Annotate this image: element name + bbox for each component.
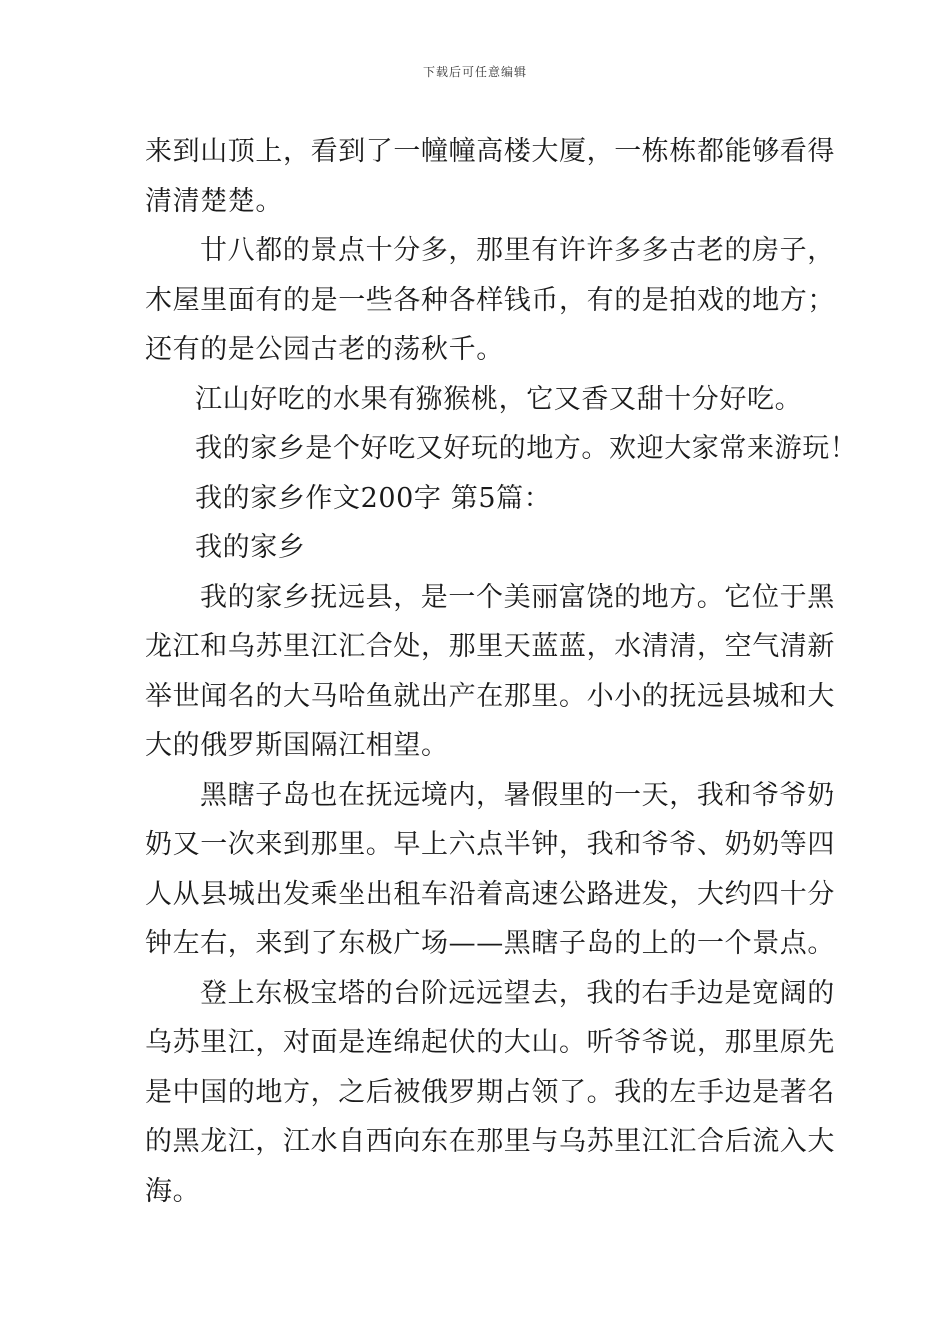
- text-line: 人从县城出发乘坐出租车沿着高速公路进发，大约四十分: [145, 878, 835, 910]
- paragraph-start-line: 我的家乡抚远县，是一个美丽富饶的地方。它位于黑: [200, 581, 835, 613]
- text-line: 举世闻名的大马哈鱼就出产在那里。小小的抚远县城和大: [145, 680, 835, 712]
- text-line: 木屋里面有的是一些各种各样钱币，有的是拍戏的地方；: [145, 284, 835, 316]
- paragraph-start-line: 黑瞎子岛也在抚远境内，暑假里的一天，我和爷爷奶: [200, 779, 835, 811]
- page-header: 下载后可任意编辑: [422, 65, 527, 79]
- text-line: 海。: [145, 1175, 201, 1207]
- document-body: [145, 127, 858, 1216]
- text-line: 的黑龙江，江水自西向东在那里与乌苏里江汇合后流入大: [145, 1126, 835, 1157]
- paragraph-start-line: 廿八都的景点十分多，那里有许许多多古老的房子，: [200, 235, 835, 266]
- paragraph-start-line: 登上东极宝塔的台阶远远望去，我的右手边是宽阔的: [200, 977, 835, 1009]
- text-line: 大的俄罗斯国隔江相望。: [145, 730, 449, 761]
- paragraph-start-line: 我的家乡是个好吃又好玩的地方。欢迎大家常来游玩！: [195, 433, 858, 464]
- section-title-line: 我的家乡作文200字 第5篇：: [195, 482, 552, 514]
- text-line: 乌苏里江，对面是连绵起伏的大山。听爷爷说，那里原先: [145, 1027, 835, 1058]
- text-line: 是中国的地方，之后被俄罗期占领了。我的左手边是著名: [145, 1076, 835, 1108]
- paragraph-start-line: 江山好吃的水果有猕猴桃，它又香又甜十分好吃。: [195, 383, 803, 415]
- text-line: 还有的是公园古老的荡秋千。: [145, 334, 504, 365]
- text-line: 来到山顶上，看到了一幢幢高楼大厦，一栋栋都能够看得: [145, 136, 835, 167]
- text-line: 清清楚楚。: [145, 185, 283, 217]
- text-line: 龙江和乌苏里江汇合处，那里天蓝蓝，水清清，空气清新: [145, 631, 835, 662]
- text-line: 奶又一次来到那里。早上六点半钟，我和爷爷、奶奶等四: [145, 829, 835, 860]
- essay-title-line: 我的家乡: [195, 532, 306, 563]
- text-line: 钟左右，来到了东极广场——黑瞎子岛的上的一个景点。: [145, 928, 835, 959]
